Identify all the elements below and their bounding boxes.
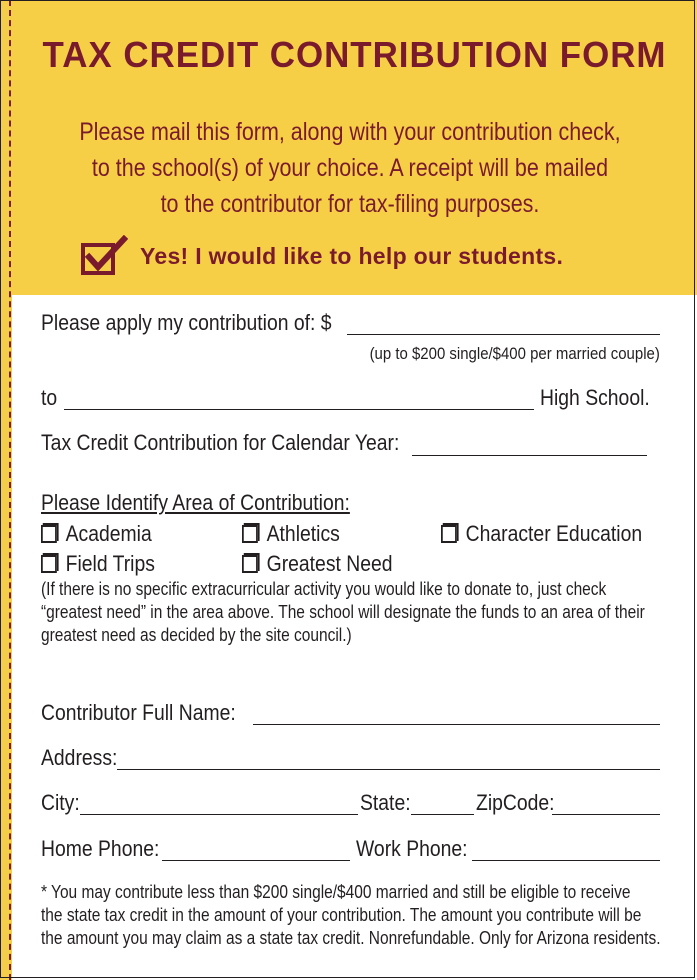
form-title: TAX CREDIT CONTRIBUTION FORM (42, 34, 667, 75)
option-athletics[interactable] (242, 521, 340, 547)
state-label: State: (360, 790, 411, 815)
footnote-line: the state tax credit in the amount of your contribution. The amount you contribute will be (41, 905, 642, 925)
checkbox-icon[interactable] (41, 525, 57, 543)
to-label: to (41, 385, 58, 410)
checkbox-icon[interactable] (41, 555, 57, 573)
option-character-education[interactable] (441, 521, 642, 547)
footnote-line: * You may contribute less than $200 single/$400 married and still be eligible to receive (41, 882, 631, 902)
yes-row (80, 236, 563, 276)
option-label: Greatest Need (266, 551, 393, 576)
explanation-line: “greatest need” in the area above. The school will designate the funds to an area of their (41, 602, 645, 622)
intro-text (75, 114, 625, 222)
option-academia[interactable] (41, 521, 152, 547)
area-explanation (41, 578, 652, 647)
intro-line: Please mail this form, along with your contribution check, (79, 118, 621, 146)
option-label: Athletics (266, 521, 340, 546)
checked-box-icon[interactable] (80, 235, 128, 277)
zip-field[interactable] (552, 814, 660, 815)
option-greatest-need[interactable] (242, 551, 393, 577)
state-field[interactable] (411, 814, 474, 815)
footnote-line: the amount you may claim as a state tax credit. Nonrefundable. Only for Arizona residents. (41, 928, 661, 948)
intro-line: to the school(s) of your choice. A receipt will be mailed (91, 154, 609, 182)
option-label: Character Education (465, 521, 643, 546)
high-school-label: High School. (540, 385, 650, 410)
name-label: Contributor Full Name: (41, 700, 236, 725)
work-phone-label: Work Phone: (356, 836, 468, 861)
zip-label: ZipCode: (476, 790, 555, 815)
address-label: Address: (41, 745, 118, 770)
checkbox-icon[interactable] (242, 555, 258, 573)
year-label: Tax Credit Contribution for Calendar Year: (41, 430, 400, 455)
school-field[interactable] (64, 409, 534, 410)
amount-field[interactable] (347, 334, 660, 335)
city-label: City: (41, 790, 80, 815)
work-phone-field[interactable] (472, 860, 660, 861)
yes-text: Yes! I would like to help our students. (140, 242, 564, 269)
option-label: Academia (65, 521, 152, 546)
home-phone-field[interactable] (162, 860, 350, 861)
city-field[interactable] (80, 814, 358, 815)
area-heading: Please Identify Area of Contribution: (41, 490, 350, 515)
checkbox-icon[interactable] (242, 525, 258, 543)
amount-label: Please apply my contribution of: $ (41, 310, 332, 335)
intro-line: to the contributor for tax-filing purposes. (160, 190, 540, 218)
option-label: Field Trips (65, 551, 155, 576)
explanation-line: (If there is no specific extracurricular activity you would like to donate to, just check (41, 579, 607, 599)
explanation-line: greatest need as decided by the site council.) (41, 625, 352, 645)
name-field[interactable] (253, 724, 660, 725)
address-field[interactable] (117, 769, 660, 770)
amount-note: (up to $200 single/$400 per married couple) (369, 344, 660, 363)
option-field-trips[interactable] (41, 551, 155, 577)
year-field[interactable] (412, 455, 647, 456)
checkbox-icon[interactable] (441, 525, 457, 543)
footnote (41, 881, 662, 950)
home-phone-label: Home Phone: (41, 836, 160, 861)
